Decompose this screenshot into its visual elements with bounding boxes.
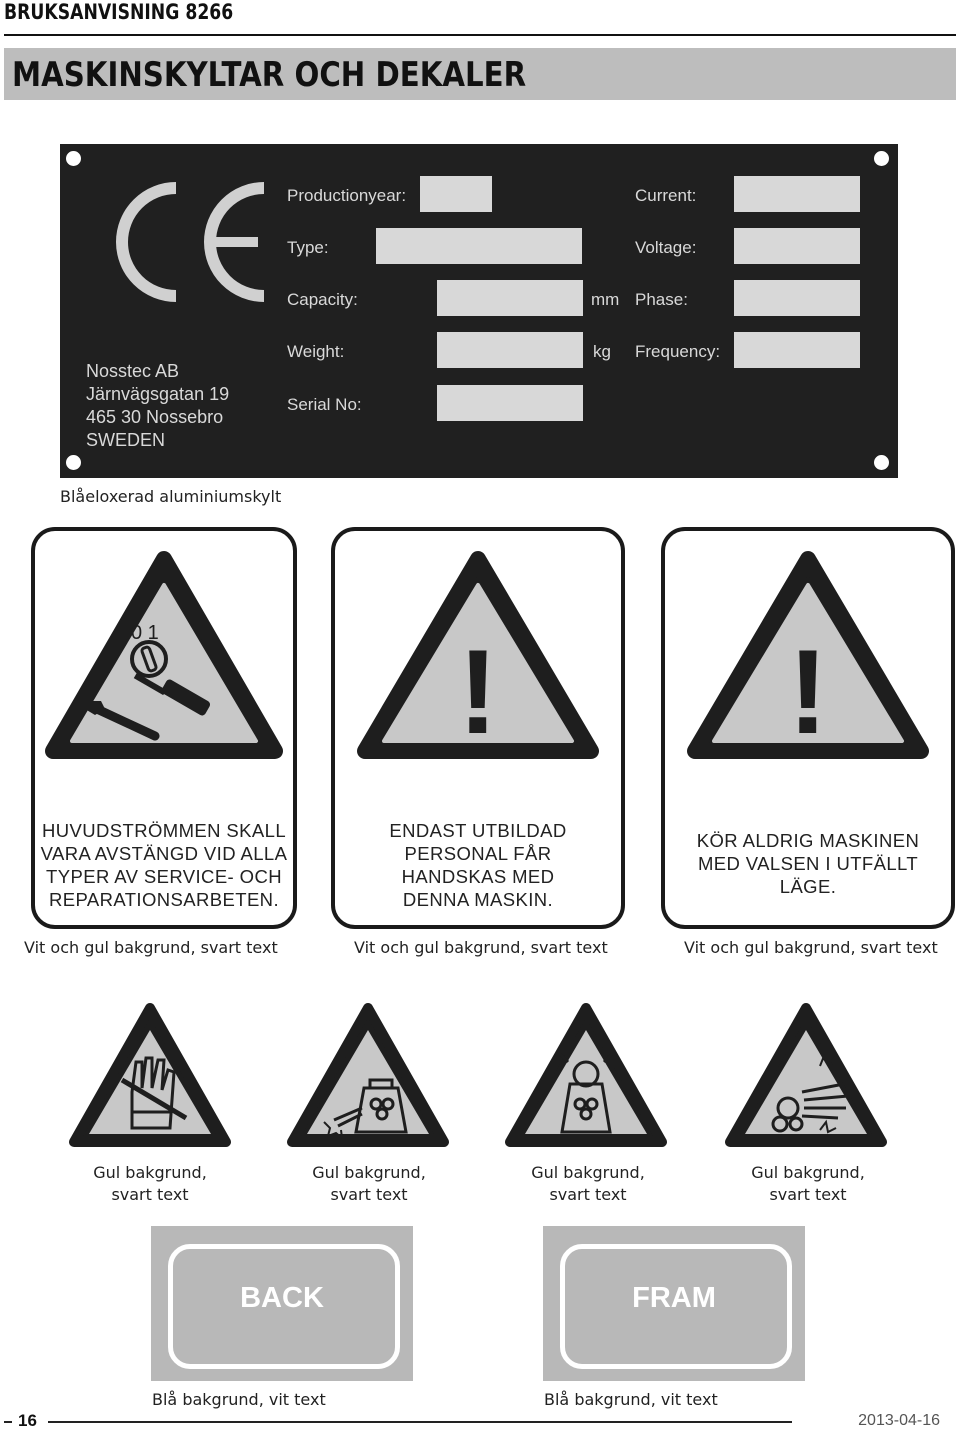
decal-caption: Vit och gul bakgrund, svart text [24, 938, 278, 957]
decal-text-line: MED VALSEN I UTFÄLLT [697, 853, 919, 874]
phase-label: Phase: [635, 290, 688, 309]
decal-roller-warning [661, 527, 955, 929]
switch-label: 0 1 [131, 622, 159, 644]
back-label: BACK [240, 1282, 324, 1314]
caption-line: Gul bakgrund, [93, 1163, 207, 1182]
footer-rule [4, 1421, 12, 1423]
exclamation-icon: ! [788, 625, 828, 759]
serial-field [437, 385, 583, 421]
screw-hole [874, 151, 889, 166]
type-field [376, 228, 582, 264]
decal-text-line: KÖR ALDRIG MASKINEN [696, 830, 920, 851]
caption-line: Gul bakgrund, [312, 1163, 426, 1182]
plate-caption: Blåeloxerad aluminiumskylt [60, 487, 282, 506]
unit-mm: mm [591, 290, 620, 309]
footer-date: 2013-04-16 [858, 1412, 940, 1429]
decal-text-line: PERSONAL FÅR [404, 843, 552, 864]
decal-main-switch [31, 527, 297, 929]
production-year-field [420, 176, 492, 212]
caption-line: svart text [330, 1185, 408, 1204]
back-sign [151, 1226, 413, 1381]
caption-line: svart text [111, 1185, 189, 1204]
rotating-drum-sign [502, 1000, 670, 1150]
current-label: Current: [635, 186, 697, 205]
fram-label: FRAM [632, 1282, 716, 1314]
screw-hole [874, 455, 889, 470]
decal-text [665, 829, 951, 898]
production-year-label: Productionyear: [287, 186, 407, 205]
weight-field [437, 332, 583, 368]
unit-kg: kg [593, 342, 611, 361]
capacity-field [437, 280, 583, 316]
sign-caption [508, 1162, 668, 1206]
decal-text-line: VARA AVSTÄNGD VID ALLA [40, 843, 288, 864]
fram-sign [543, 1226, 805, 1381]
caption-line: Gul bakgrund, [751, 1163, 865, 1182]
exclamation-icon: ! [458, 625, 498, 759]
address-line: 465 30 Nossebro [86, 407, 224, 427]
screw-hole [66, 455, 81, 470]
serial-label: Serial No: [287, 395, 362, 414]
page-number: 16 [18, 1411, 37, 1430]
screw-hole [66, 151, 81, 166]
capacity-label: Capacity: [287, 290, 358, 309]
address-line: Järnvägsgatan 19 [86, 384, 230, 404]
sign-caption [70, 1162, 230, 1206]
caption-line: Gul bakgrund, [531, 1163, 645, 1182]
current-field [734, 176, 860, 212]
machine-plate [60, 144, 898, 478]
sign-caption: Blå bakgrund, vit text [544, 1390, 718, 1409]
type-label: Type: [287, 238, 329, 257]
decal-text-line: DENNA MASKIN. [402, 889, 554, 910]
ce-mark-icon [104, 182, 274, 302]
decal-text-line: HANDSKAS MED [401, 866, 555, 887]
decal-text-line: REPARATIONSARBETEN. [49, 889, 279, 910]
address-line: SWEDEN [86, 430, 166, 450]
frequency-field [734, 332, 860, 368]
decal-text [35, 819, 293, 911]
decal-caption: Vit och gul bakgrund, svart text [354, 938, 608, 957]
footer-rule [48, 1421, 792, 1423]
manufacturer-address [86, 360, 229, 452]
caption-line: svart text [549, 1185, 627, 1204]
hand-crush-sign [722, 1000, 890, 1150]
decal-text-line: HUVUDSTRÖMMEN SKALL [41, 820, 287, 841]
caption-line: svart text [769, 1185, 847, 1204]
no-gloves-sign [66, 1000, 234, 1150]
weight-label: Weight: [287, 342, 345, 361]
decal-text-line: TYPER AV SERVICE- OCH [46, 866, 282, 887]
sign-caption [289, 1162, 449, 1206]
sign-caption [728, 1162, 888, 1206]
decal-trained-personnel [331, 527, 625, 929]
section-title: MASKINSKYLTAR OCH DEKALER [12, 55, 527, 95]
decal-text-line: ENDAST UTBILDAD [389, 820, 567, 841]
phase-field [734, 280, 860, 316]
document-header: BRUKSANVISNING 8266 [4, 0, 234, 24]
frequency-label: Frequency: [635, 342, 721, 361]
sign-caption: Blå bakgrund, vit text [152, 1390, 326, 1409]
ejected-debris-sign [284, 1000, 452, 1150]
address-line: Nosstec AB [86, 361, 180, 381]
voltage-field [734, 228, 860, 264]
decal-text-line: LÄGE. [779, 876, 837, 897]
voltage-label: Voltage: [635, 238, 697, 257]
header-rule [4, 34, 956, 36]
decal-text [335, 819, 621, 911]
decal-caption: Vit och gul bakgrund, svart text [684, 938, 938, 957]
